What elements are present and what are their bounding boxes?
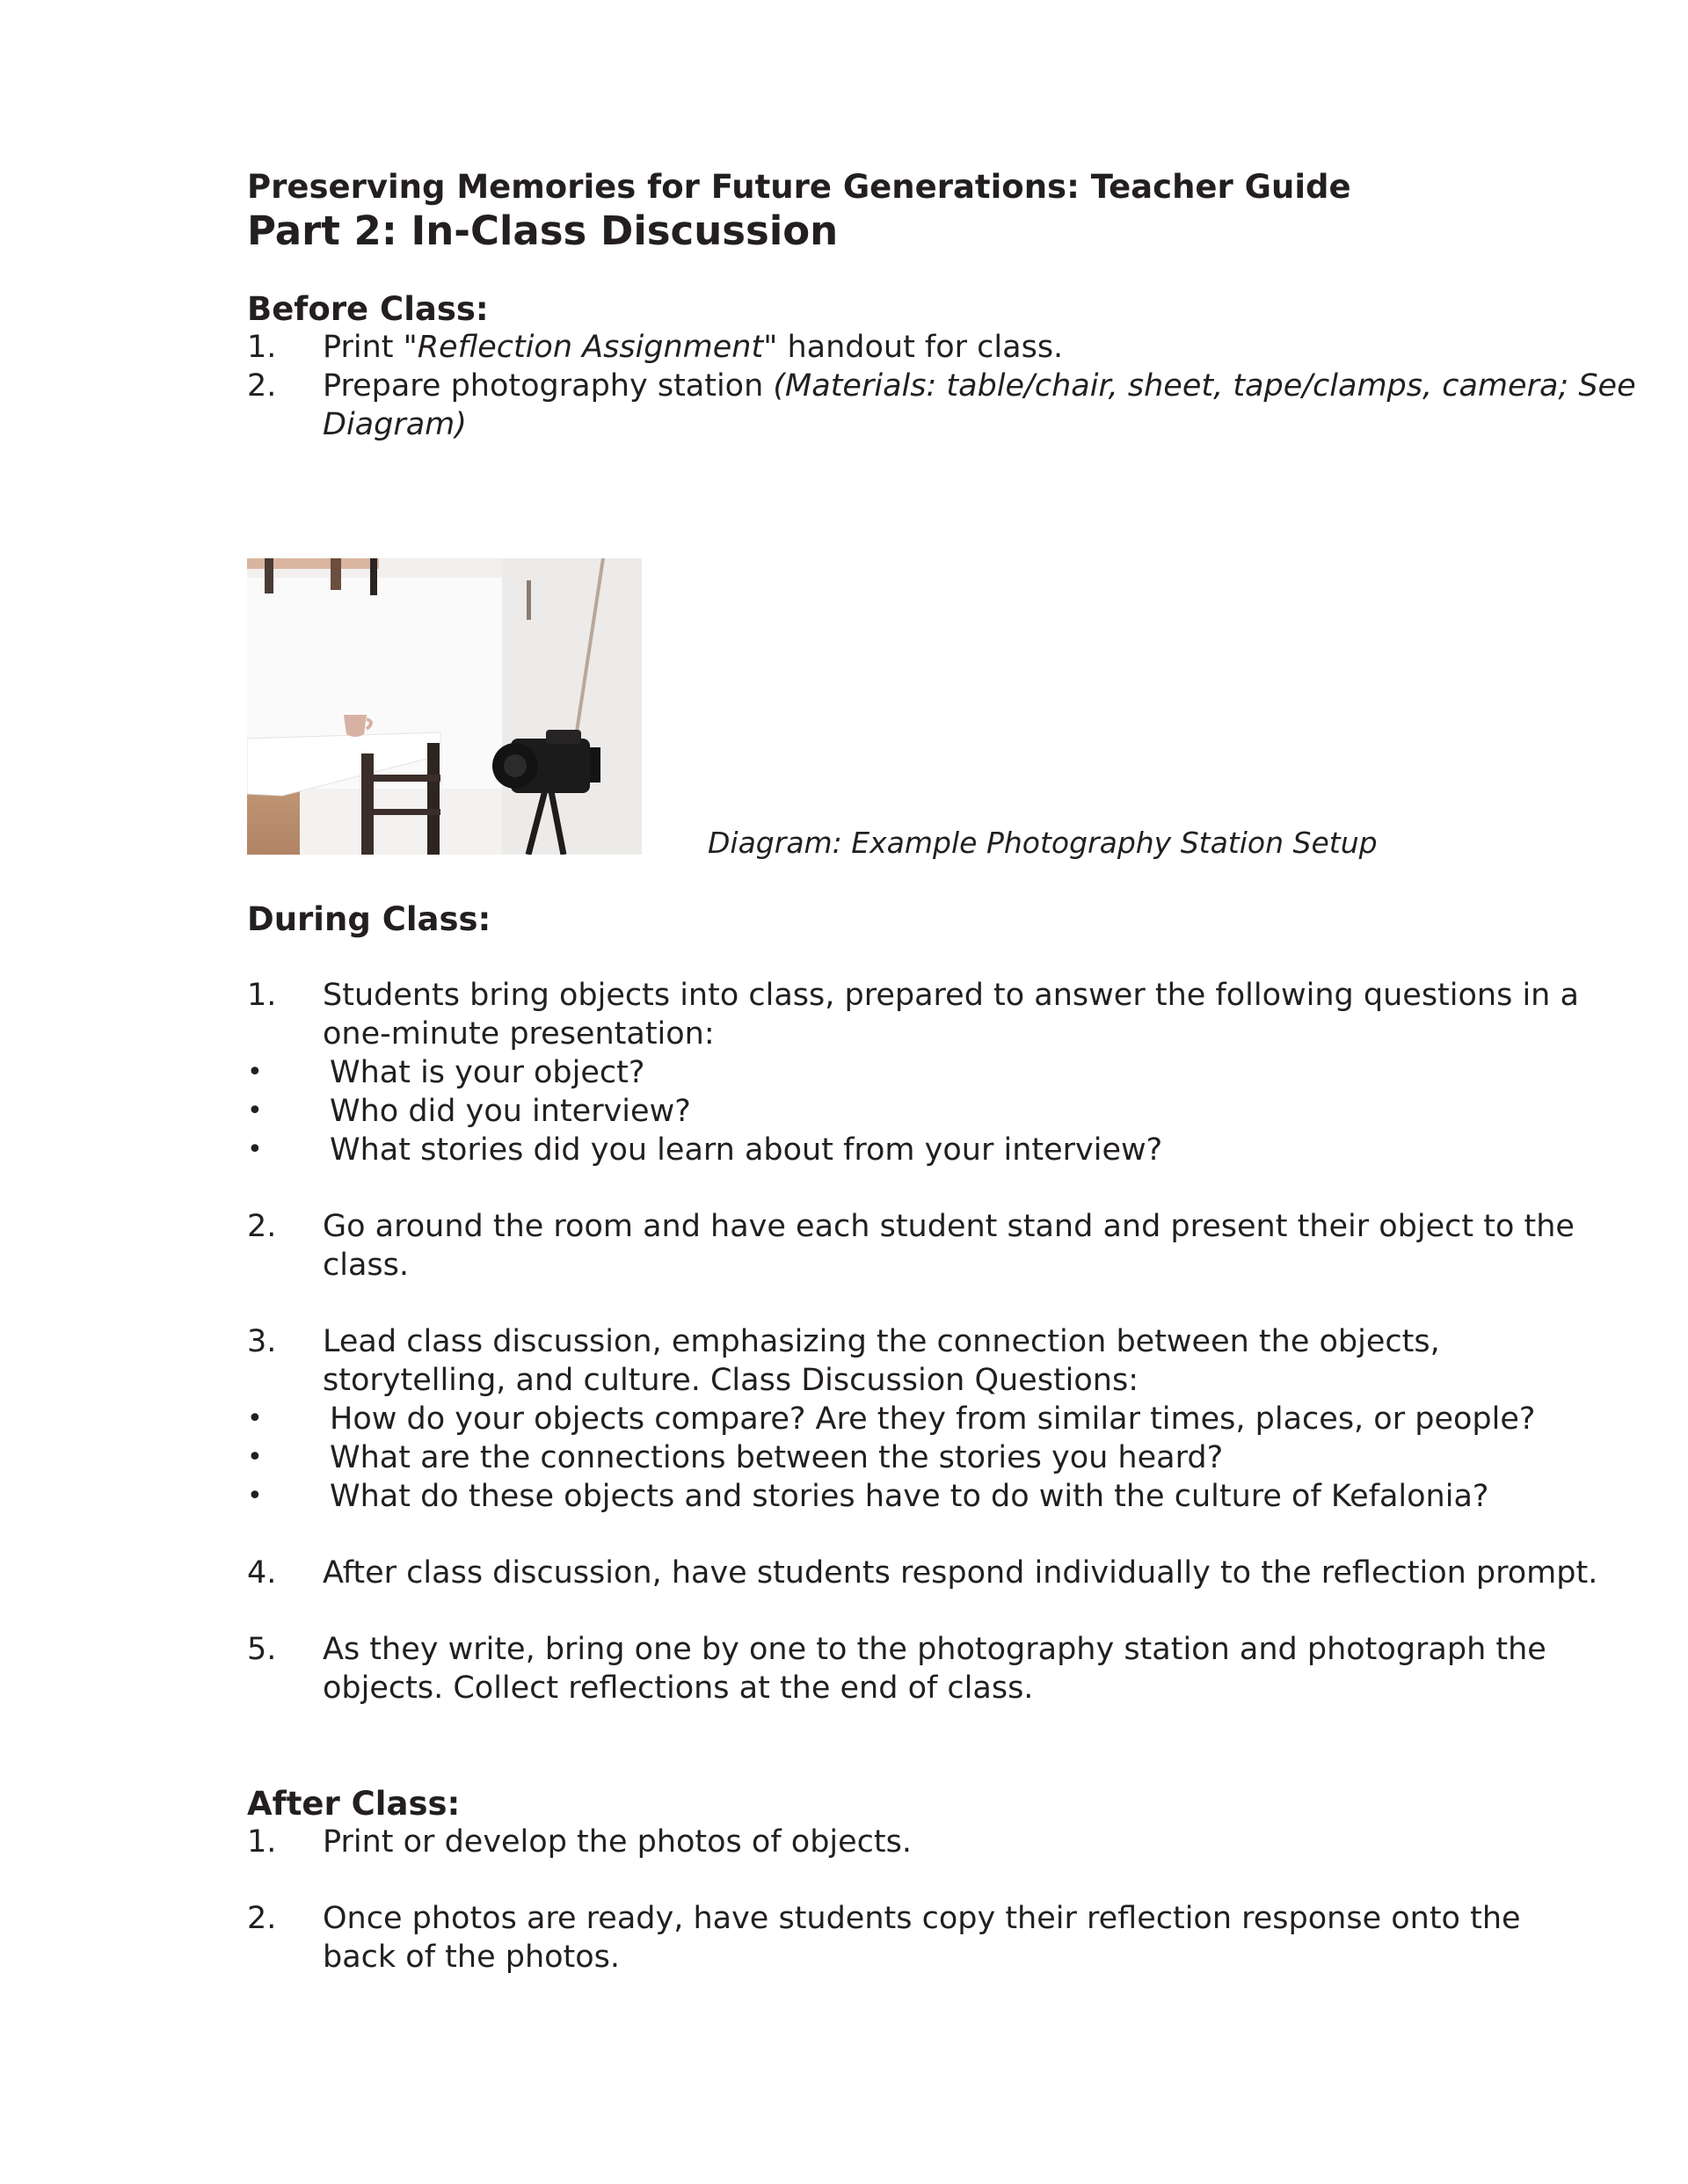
during-item-4-number: 4.	[247, 1555, 277, 1591]
during-item-2-number: 2.	[247, 1209, 277, 1244]
bullet-glyph: •	[247, 1481, 263, 1511]
materials-list-end: Diagram)	[323, 407, 467, 442]
question-connections: What are the connections between the stories you heard?	[330, 1440, 1224, 1475]
before-item-2-pre: Prepare photography station	[323, 368, 774, 404]
question-interview: Who did you interview?	[330, 1094, 691, 1129]
before-item-1-number: 1.	[247, 330, 277, 365]
before-item-2-text	[323, 368, 1636, 404]
during-item-3-text: Lead class discussion, emphasizing the connection between the objects,	[323, 1324, 1440, 1359]
before-item-1-pre: Print "	[323, 330, 418, 365]
during-item-5-number: 5.	[247, 1632, 277, 1667]
question-object: What is your object?	[330, 1055, 645, 1090]
bullet-glyph: •	[247, 1057, 263, 1088]
before-item-1-post: " handout for class.	[763, 330, 1064, 365]
during-item-1-text: Students bring objects into class, prepared to answer the following questions in a	[323, 978, 1579, 1013]
during-item-4-text: After class discussion, have students respond individually to the reflection prompt.	[323, 1555, 1598, 1591]
reflection-assignment-title: Reflection Assignment	[417, 330, 764, 365]
question-stories: What stories did you learn about from your interview?	[330, 1132, 1163, 1168]
after-item-1-text: Print or develop the photos of objects.	[323, 1824, 912, 1860]
bullet-glyph: •	[247, 1096, 263, 1126]
diagram-caption: Diagram: Example Photography Station Setup	[708, 826, 1378, 860]
during-item-5-text: As they write, bring one by one to the photography station and photograph the	[323, 1632, 1546, 1667]
before-item-2-number: 2.	[247, 368, 277, 404]
part-title: Part 2: In-Class Discussion	[247, 207, 839, 254]
question-culture: What do these objects and stories have to do with the culture of Kefalonia?	[330, 1479, 1489, 1514]
after-item-2-number: 2.	[247, 1901, 277, 1936]
during-item-1-text-line2: one-minute presentation:	[323, 1016, 715, 1052]
bullet-glyph: •	[247, 1403, 263, 1434]
after-item-2-text: Once photos are ready, have students copy their reflection response onto the	[323, 1901, 1521, 1936]
after-class-heading: After Class:	[247, 1785, 461, 1823]
during-item-2-text-line2: class.	[323, 1248, 410, 1283]
during-item-1-number: 1.	[247, 978, 277, 1013]
photography-station-photo	[247, 558, 642, 855]
during-class-heading: During Class:	[247, 900, 491, 938]
after-item-1-number: 1.	[247, 1824, 277, 1860]
before-class-heading: Before Class:	[247, 290, 489, 328]
materials-list: (Materials: table/chair, sheet, tape/clamps, camera; See	[773, 368, 1636, 404]
during-item-3-text-line2: storytelling, and culture. Class Discussion Questions:	[323, 1363, 1139, 1398]
during-item-3-number: 3.	[247, 1324, 277, 1359]
during-item-2-text: Go around the room and have each student stand and present their object to the	[323, 1209, 1575, 1244]
bullet-glyph: •	[247, 1134, 263, 1165]
guide-title: Preserving Memories for Future Generations: Teacher Guide	[247, 168, 1351, 206]
before-item-2-text-line2	[323, 407, 467, 442]
photo-station-illustration	[247, 558, 642, 855]
during-item-5-text-line2: objects. Collect reflections at the end of class.	[323, 1671, 1034, 1706]
before-item-1-text	[323, 330, 1063, 365]
after-item-2-text-line2: back of the photos.	[323, 1940, 621, 1975]
bullet-glyph: •	[247, 1442, 263, 1473]
question-compare: How do your objects compare? Are they from similar times, places, or people?	[330, 1401, 1536, 1437]
